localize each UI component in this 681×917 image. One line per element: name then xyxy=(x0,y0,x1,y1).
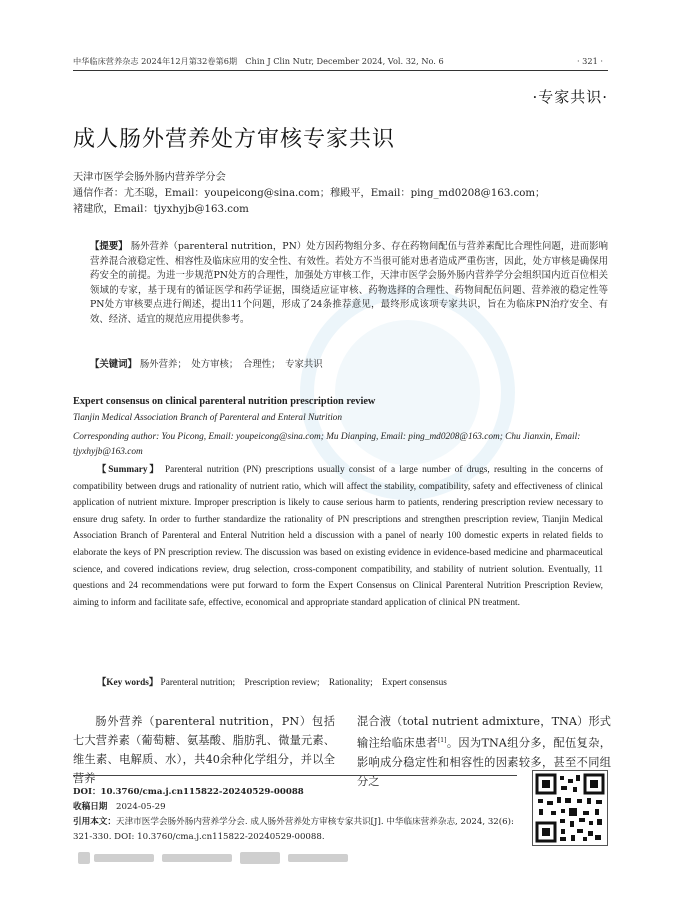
received-line xyxy=(73,800,533,815)
corresponding-line-2: 褚建欣，Email：tjyxhyjb@163.com xyxy=(73,204,249,215)
header-rule xyxy=(73,70,608,71)
doi-text[interactable]: DOI：10.3760/cma.j.cn115822-20240529-00088 xyxy=(73,787,304,797)
cite-label: 引用本文： xyxy=(73,817,116,827)
english-keywords-label: 【Key words】 xyxy=(97,678,159,688)
qr-code[interactable] xyxy=(532,770,608,846)
cite-text: 天津市医学会肠外肠内营养学分会. 成人肠外营养处方审核专家共识[J]. 中华临床营养杂志, 2024, 32(6): 321-330. DOI: 10.3760/cma.j.cn115822-20240529-00088. xyxy=(73,817,514,842)
keywords-cn-label: 【关键词】 xyxy=(90,359,137,370)
author-block xyxy=(73,170,613,218)
english-summary xyxy=(73,462,603,611)
reference-mark[interactable]: [1] xyxy=(437,737,447,744)
page-title: 成人肠外营养处方审核专家共识 xyxy=(73,127,396,152)
abstract-cn-label: 【提要】 xyxy=(90,241,128,252)
author-org: 天津市医学会肠外肠内营养学分会 xyxy=(73,172,226,183)
abstract-cn xyxy=(90,240,608,328)
qr-code-icon xyxy=(533,771,607,845)
keywords-cn-text: 肠外营养； 处方审核； 合理性； 专家共识 xyxy=(139,359,323,370)
english-corresponding: Corresponding author: You Picong, Email: youpeicong@sina.com; Mu Dianping, Email: ping_md0208@163.com; Chu Jianxin, Email: tjyxhyjb@163.com xyxy=(73,432,581,457)
page-number: · 321 · xyxy=(576,56,603,66)
citation-line xyxy=(73,815,533,845)
received-date: 2024-05-29 xyxy=(116,802,166,812)
received-label: 收稿日期 xyxy=(73,802,108,812)
english-keywords-text: Parenteral nutrition; Prescription review; Rationality; Expert consensus xyxy=(160,678,447,688)
body-column-left: 肠外营养（parenteral nutrition，PN）包括七大营养素（葡萄糖、氨基酸、脂肪乳、微量元素、维生素、电解质、水），共40余种化学组分，并以全营养 xyxy=(73,715,335,785)
english-summary-label: 【Summary】 xyxy=(97,465,161,475)
footnote-rule xyxy=(73,775,517,776)
abstract-cn-text: 肠外营养（parenteral nutrition，PN）处方因药物组分多、存在药物间配伍与营养素配比合理性问题，进而影响营养混合液稳定性、相容性及临床应用的安全性、有效性。若处方不当很可能对患者造成严重伤害，因此，处方审核是确保用药安全的前提。为进一步规范PN处方的合理性，加强处方审核工作，天津市医学会肠外肠内营养学分会组织国内近百位相关领域的专家，基于现有的循证医学和药学证据，围绕适应证审核、药物选择的合理性、药物间配伍问题、营养液的稳定性等PN处方审核要点进行阐述，提出11个问题，形成了24条推荐意见，最终形成该项专家共识，旨在为临床PN治疗安全、有效、经济、适宜的规范应用提供参考。 xyxy=(90,241,608,325)
corresponding-line-1: 通信作者：尤丕聪，Email：youpeicong@sina.com；穆殿平，Email：ping_md0208@163.com； xyxy=(73,188,546,199)
keywords-cn xyxy=(90,356,323,370)
english-title: Expert consensus on clinical parenteral nutrition prescription review xyxy=(73,396,376,407)
running-header: 中华临床营养杂志 2024年12月第32卷第6期 Chin J Clin Nutr, December 2024, Vol. 32, No. 6 xyxy=(73,56,444,66)
english-summary-text: Parenteral nutrition (PN) prescriptions usually consist of a large number of drugs, resulting in the concerns of compatibility between drugs and rationality of nutrient ratio, which will affect the stability, compatibility, safety and effectiveness of clinical application of nutrient mixture. Improper prescription is likely to cause serious harm to patients, rendering prescription review necessary to ensure drug safety. In order to further standardize the rationality of PN prescriptions and strengthen prescription review, Tianjin Medical Association Branch of Parenteral and Enteral Nutrition held a discussion with a panel of nearly 100 domestic experts in related fields to elaborate the keys of PN prescription review. The discussion was based on existing evidence in evidence-based medicine and pharmaceutical science, and covered indications review, drug selection, cross-component compatibility, and stability of nutrient solution. Eventually, 11 questions and 24 recommendations were put forward to form the Expert Consensus on Clinical Parenteral Nutrition Prescription Review, aiming to inform and facilitate safe, effective, economical and appropriate standard application of clinical PN treatment. xyxy=(73,465,603,608)
footnote xyxy=(73,785,533,845)
publisher-logo-icon xyxy=(78,848,378,871)
english-org: Tianjin Medical Association Branch of Parenteral and Enteral Nutrition xyxy=(73,413,343,423)
english-keywords xyxy=(73,674,627,688)
body-right-text-b: 。因为TNA组分多，配伍复杂，影响成分稳定性和相容性的因素较多，甚至不同组分之 xyxy=(357,736,611,788)
body-right-text-a: 混合液（total nutrient admixture，TNA）形式输注给临床患者 xyxy=(357,715,611,750)
section-label: ·专家共识· xyxy=(532,88,608,106)
doi-line xyxy=(73,785,533,800)
